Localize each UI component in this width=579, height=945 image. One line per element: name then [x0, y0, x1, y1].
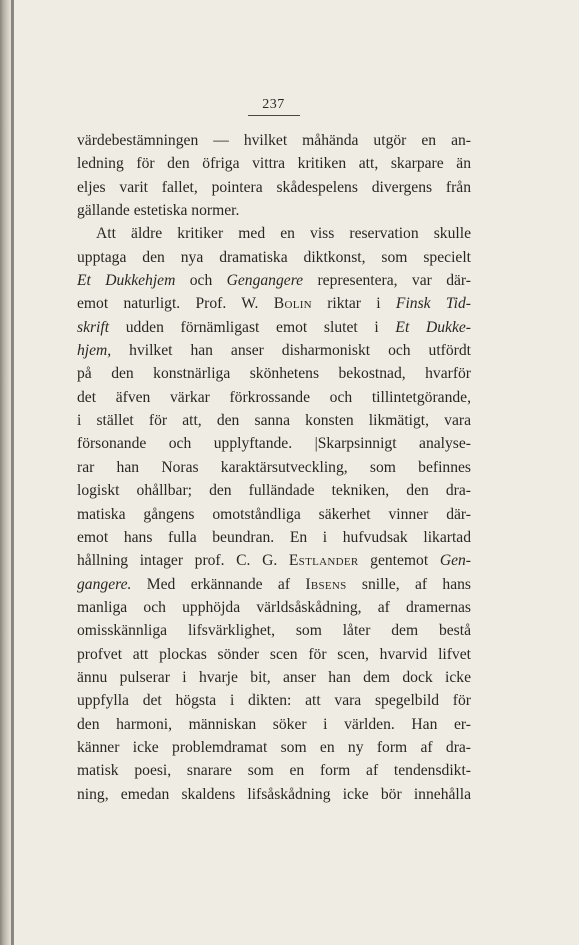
text-line: ledning för den öfriga vittra kritiken att, skarpare än: [77, 155, 471, 173]
text-line: emot naturligt. Prof. W. Bolin riktar i Finsk Tid-: [77, 295, 471, 313]
text-line: gällande estetiska normer.: [77, 202, 240, 220]
text-line: rar han Noras karaktärsutveckling, som befinnes: [77, 458, 471, 476]
page-number-rule: [248, 115, 300, 116]
person-name: Bolin: [273, 295, 312, 313]
page-number: 237: [262, 97, 285, 112]
text-line: logiskt ohållbar; den fulländade tekniken, den dra-: [77, 482, 471, 500]
text-line: ännu pulserar i hvarje bit, anser han dem dock icke: [77, 668, 471, 686]
text-line: värdebestämningen — hvilket måhända utgör en an-: [77, 132, 471, 149]
text-line: hjem, hvilket han anser disharmoniskt och utfördt: [77, 342, 471, 360]
text-line: eljes varit fallet, pointera skådespelens divergens från: [77, 178, 471, 196]
play-title: Et Dukkehjem: [77, 272, 176, 290]
play-title: Gengangere: [226, 272, 304, 290]
text-line: Et Dukkehjem och Gengangere representera, var där-: [77, 272, 471, 290]
text-line: hållning intager prof. C. G. Estlander gentemot Gen-: [77, 552, 471, 570]
play-title: gangere.: [77, 575, 132, 593]
text-line: matisk poesi, snarare som en form af tendensdikt-: [77, 762, 471, 780]
play-title: Gen-: [439, 552, 471, 570]
text-line: försonande och upplyftande. |Skarpsinnigt analyse-: [77, 435, 471, 453]
play-title: Et Dukke-: [395, 318, 471, 336]
text-line: upptaga den nya dramatiska diktkonst, som specielt: [77, 248, 471, 266]
text-line: känner icke problemdramat som en ny form af dra-: [77, 738, 471, 756]
book-binding-edge: [11, 0, 14, 945]
play-title: hjem,: [77, 342, 112, 360]
paragraph-start-line: Att äldre kritiker med en viss reservation skulle: [96, 225, 471, 243]
person-name: Ibsens: [305, 575, 347, 593]
text-line: profvet att plockas sönder scen för scen, hvarvid lifvet: [77, 645, 471, 663]
text-line: i stället för att, den sanna konsten likmätigt, vara: [77, 412, 471, 430]
text-line: gangere. Med erkännande af Ibsens snille, af hans: [77, 575, 472, 593]
text-line: manliga och upphöjda världsåskådning, af dramernas: [77, 598, 471, 616]
body-text: [77, 129, 471, 806]
text-line: den harmoni, människan söker i världen. Han er-: [77, 715, 471, 733]
text-line: skrift udden förnämligast emot slutet i Et Dukke-: [77, 318, 471, 336]
text-line: på den konstnärliga skönhetens bekostnad, hvarför: [77, 365, 471, 383]
text-line: omisskännliga lifsvärklighet, som låter dem bestå: [77, 622, 471, 640]
text-line: uppfylla det högsta i dikten: att vara spegelbild för: [77, 692, 471, 710]
journal-title: skrift: [77, 318, 110, 336]
journal-title: Finsk Tid-: [395, 295, 471, 313]
text-line: matiska gångens omotståndliga säkerhet vinner där-: [77, 505, 471, 523]
text-line: ning, emedan skaldens lifsåskådning icke bör innehålla: [77, 785, 471, 803]
text-line: det äfven värkar förkrossande och tillintetgörande,: [77, 388, 471, 406]
text-line: emot hans fulla beundran. En i hufvudsak likartad: [77, 528, 471, 546]
person-name: Estlander: [288, 552, 359, 570]
